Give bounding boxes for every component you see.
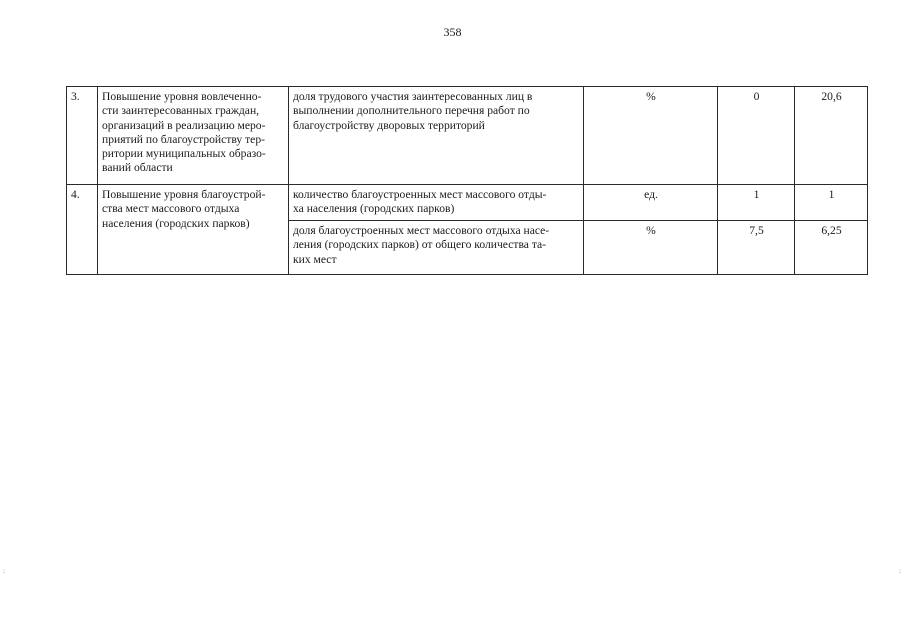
indicator-cell: количество благоустроенных мест массового отды- ха населения (городских парков) [289,185,584,221]
value-2-cell: 20,6 [795,87,868,185]
page-number: 358 [443,25,462,39]
value-2-cell: 1 [795,185,868,221]
value-1-cell: 1 [718,185,795,221]
unit-cell: % [584,87,718,185]
indicators-table [66,86,868,275]
row-number-cell: 3. [67,87,98,185]
value-1-cell: 7,5 [718,221,795,275]
indicator-cell: доля трудового участия заинтересованных лиц в выполнении дополнительного перечня работ по благоустройству дворовых территорий [289,87,584,185]
right-margin-mark: : [899,567,901,575]
value-1-cell: 0 [718,87,795,185]
indicator-cell: доля благоустроенных мест массового отдыха насе- ления (городских парков) от общего количества та- ких мест [289,221,584,275]
unit-cell: ед. [584,185,718,221]
goal-cell: Повышение уровня благоустрой- ства мест массового отдыха населения (городских парков) [98,185,289,275]
table-row [67,185,868,221]
row-number-cell: 4. [67,185,98,275]
value-2-cell: 6,25 [795,221,868,275]
goal-cell: Повышение уровня вовлеченно- сти заинтересованных граждан, организаций в реализацию меро- приятий по благоустройству тер- ритории муниципальных образо- ваний области [98,87,289,185]
table-row [67,87,868,185]
left-margin-mark: : [3,567,5,575]
unit-cell: % [584,221,718,275]
